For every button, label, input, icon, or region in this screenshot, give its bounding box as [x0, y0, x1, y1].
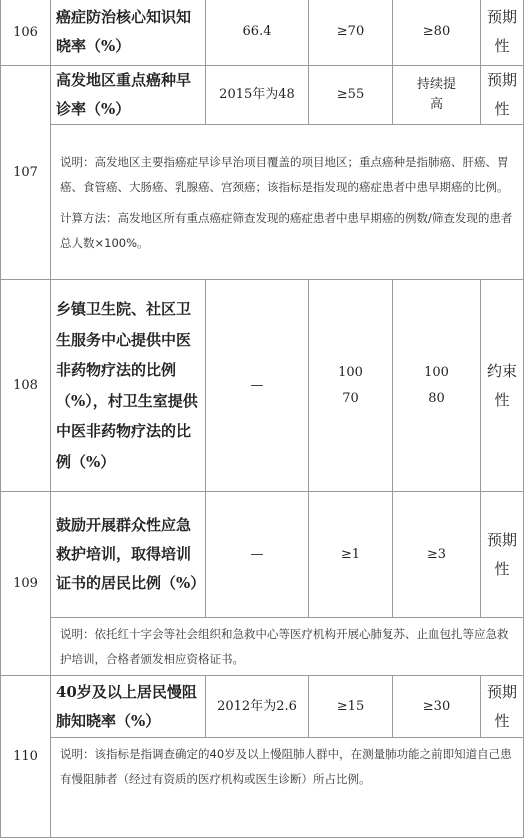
indicator-nature: 预期性 — [481, 492, 524, 618]
note-cell — [51, 618, 524, 676]
note-cell — [51, 738, 524, 838]
target-2030-township: 100 — [424, 364, 449, 380]
table-row — [1, 676, 524, 738]
baseline-value: 2012年为2.6 — [206, 676, 309, 738]
indicator-nature: 预期性 — [481, 676, 524, 738]
target-2020: ≥55 — [309, 66, 393, 125]
target-2030: 持续提高 — [393, 66, 481, 125]
row-number: 109 — [1, 492, 51, 676]
target-2020: ≥70 — [309, 0, 393, 66]
note-cell — [51, 125, 524, 280]
target-2020-village: 70 — [342, 390, 359, 406]
table-row — [1, 492, 524, 618]
target-2020-township: 100 — [338, 364, 363, 380]
target-2030: ≥80 — [393, 0, 481, 66]
target-2020: ≥15 — [309, 676, 393, 738]
indicator-nature: 预期性 — [481, 0, 524, 66]
table-row — [1, 280, 524, 492]
row-number: 108 — [1, 280, 51, 492]
note-row — [1, 125, 524, 280]
target-2030: ≥3 — [393, 492, 481, 618]
target-2030 — [393, 280, 481, 492]
note-row — [1, 738, 524, 838]
indicator-nature: 约束性 — [481, 280, 524, 492]
table-row — [1, 0, 524, 66]
indicator-nature: 预期性 — [481, 66, 524, 125]
table-row — [1, 66, 524, 125]
target-2030: ≥30 — [393, 676, 481, 738]
row-number: 110 — [1, 676, 51, 838]
baseline-value: — — [206, 492, 309, 618]
indicator-name: 癌症防治核心知识知晓率（%） — [51, 0, 206, 66]
indicator-name: 40岁及以上居民慢阻肺知晓率（%） — [51, 676, 206, 738]
baseline-value: 2015年为48 — [206, 66, 309, 125]
indicator-name: 鼓励开展群众性应急救护培训，取得培训证书的居民比例（%） — [51, 492, 206, 618]
explanation-note: 说明：高发地区主要指癌症早诊早治项目覆盖的项目地区；重点癌种是指肺癌、肝癌、胃癌、食管癌、大肠癌、乳腺癌、宫颈癌；该指标是指发现的癌症患者中患早期癌的比例。 — [60, 154, 509, 194]
baseline-value: 66.4 — [206, 0, 309, 66]
baseline-value: — — [206, 280, 309, 492]
explanation-note: 说明：该指标是指调查确定的40岁及以上慢阻肺人群中，在测量肺功能之前即知道自己患有慢阻肺者（经过有资质的医疗机构或医生诊断）所占比例。 — [60, 747, 512, 786]
row-number: 106 — [1, 0, 51, 66]
indicator-name: 乡镇卫生院、社区卫生服务中心提供中医非药物疗法的比例（%），村卫生室提供中医非药物疗法的比例（%） — [51, 280, 206, 492]
target-2020: ≥1 — [309, 492, 393, 618]
row-number: 107 — [1, 66, 51, 280]
explanation-note: 说明：依托红十字会等社会组织和急救中心等医疗机构开展心肺复苏、止血包扎等应急救护培训，合格者颁发相应资格证书。 — [60, 627, 509, 666]
calculation-note: 计算方法：高发地区所有重点癌症筛查发现的癌症患者中患早期癌的例数/筛查发现的患者总人数×100%。 — [60, 210, 513, 250]
target-2030-village: 80 — [428, 390, 445, 406]
indicator-name: 高发地区重点癌种早诊率（%） — [51, 66, 206, 125]
note-row — [1, 618, 524, 676]
target-2020 — [309, 280, 393, 492]
